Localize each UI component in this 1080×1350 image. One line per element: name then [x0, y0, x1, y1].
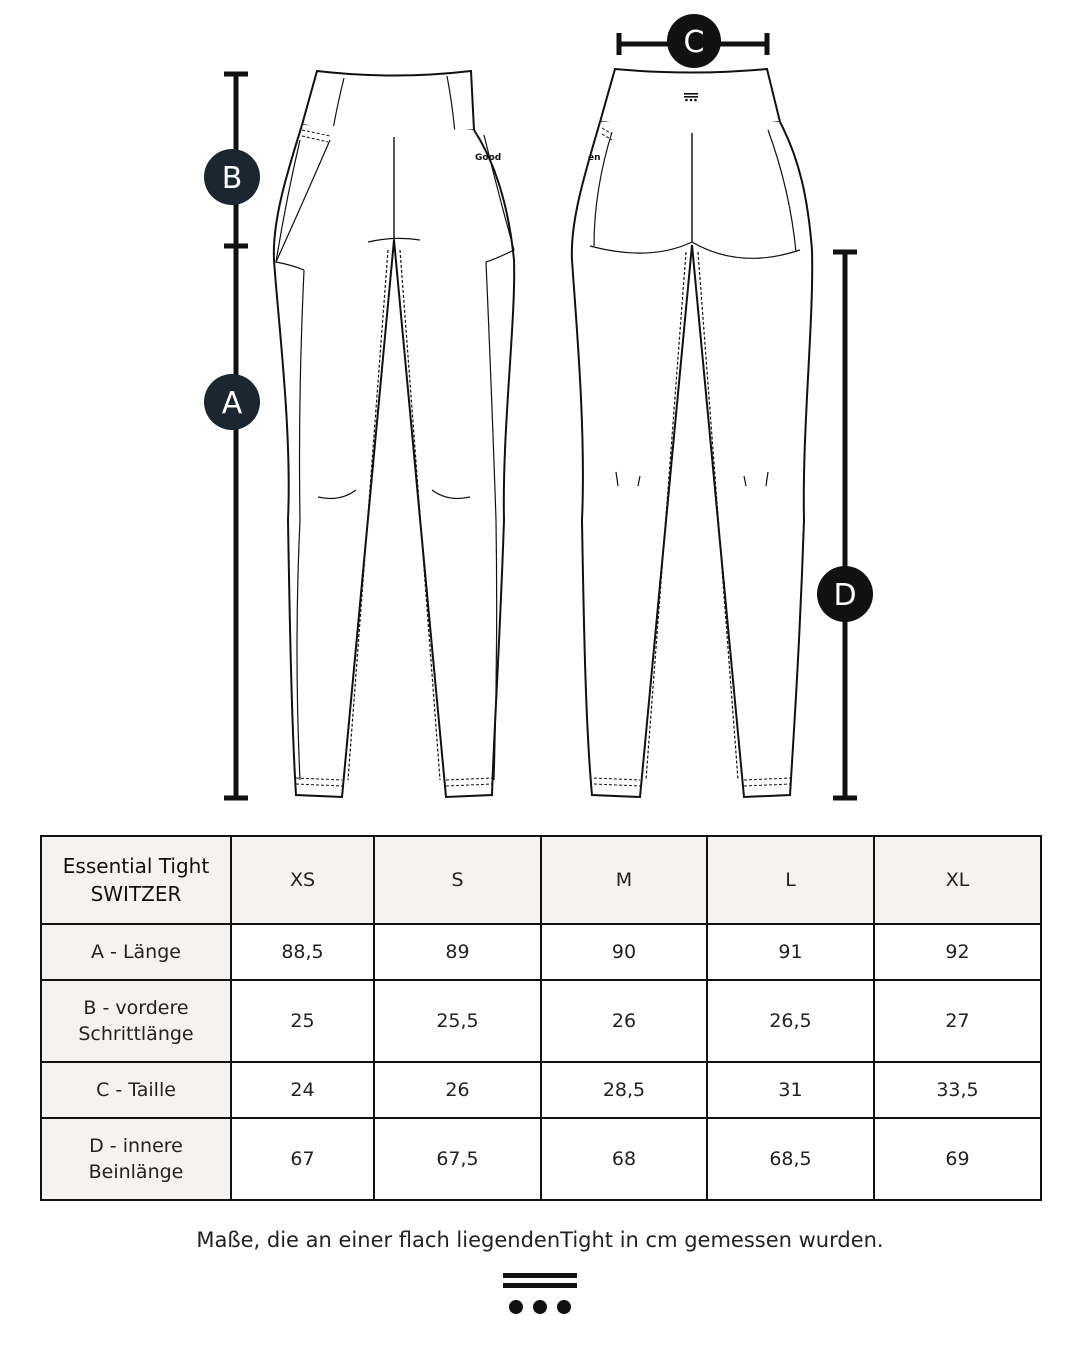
- label-b-text: B: [221, 161, 243, 196]
- size-header-m: M: [541, 836, 707, 924]
- row-label-d-line2: Beinlänge: [88, 1161, 184, 1183]
- dimension-line-d: [833, 252, 857, 798]
- table-cell: 69: [874, 1118, 1041, 1200]
- table-cell: 26: [541, 980, 707, 1062]
- row-label-a-text: A - Länge: [91, 941, 181, 963]
- back-brand-mark: en: [588, 153, 601, 163]
- label-a-text: A: [221, 386, 243, 421]
- table-cell: 92: [874, 924, 1041, 980]
- brand-logo-icon: [503, 1273, 577, 1319]
- label-d-text: D: [833, 578, 857, 613]
- row-label-c-text: C - Taille: [96, 1079, 176, 1101]
- product-model: SWITZER: [90, 882, 182, 906]
- table-cell: 88,5: [231, 924, 374, 980]
- table-row-b: [41, 980, 1041, 1062]
- waistband-logo-small: [684, 93, 698, 101]
- table-cell: 67: [231, 1118, 374, 1200]
- measurement-note: Maße, die an einer flach liegendenTight in cm gemessen wurden.: [196, 1228, 884, 1252]
- label-c-text: C: [683, 25, 705, 60]
- table-cell: 26,5: [707, 980, 874, 1062]
- table-cell: 24: [231, 1062, 374, 1118]
- size-header-xl: XL: [874, 836, 1041, 924]
- table-cell: 28,5: [541, 1062, 707, 1118]
- table-cell: 31: [707, 1062, 874, 1118]
- back-view-leggings: [572, 69, 812, 797]
- label-badge-c: [667, 14, 721, 68]
- size-header-xs: XS: [231, 836, 374, 924]
- table-cell: 91: [707, 924, 874, 980]
- table-cell: 68: [541, 1118, 707, 1200]
- size-header-l: L: [707, 836, 874, 924]
- table-cell: 26: [374, 1062, 541, 1118]
- table-cell: 33,5: [874, 1062, 1041, 1118]
- size-header-s: S: [374, 836, 541, 924]
- row-label-b-line2: Schrittlänge: [78, 1023, 194, 1045]
- table-cell: 67,5: [374, 1118, 541, 1200]
- table-cell: 25,5: [374, 980, 541, 1062]
- row-label-b-line1: B - vordere: [83, 997, 189, 1019]
- row-label-d: [41, 1118, 231, 1200]
- size-chart-table: [40, 835, 1042, 1201]
- table-cell: 68,5: [707, 1118, 874, 1200]
- row-label-b: [41, 980, 231, 1062]
- table-row-c: [41, 1062, 1041, 1118]
- table-cell: 27: [874, 980, 1041, 1062]
- row-label-d-line1: D - innere: [89, 1135, 183, 1157]
- table-header-row: [41, 836, 1041, 924]
- front-view-leggings: [274, 71, 514, 797]
- row-label-c: [41, 1062, 231, 1118]
- product-name-cell: [41, 836, 231, 924]
- front-brand-mark: Good: [475, 153, 502, 163]
- label-badge-a: [204, 374, 260, 430]
- row-label-a: [41, 924, 231, 980]
- label-badge-b: [204, 149, 260, 205]
- table-cell: 25: [231, 980, 374, 1062]
- table-cell: 89: [374, 924, 541, 980]
- table-row-d: [41, 1118, 1041, 1200]
- table-row-a: [41, 924, 1041, 980]
- table-cell: 90: [541, 924, 707, 980]
- label-badge-d: [817, 566, 873, 622]
- product-name: Essential Tight: [62, 854, 210, 878]
